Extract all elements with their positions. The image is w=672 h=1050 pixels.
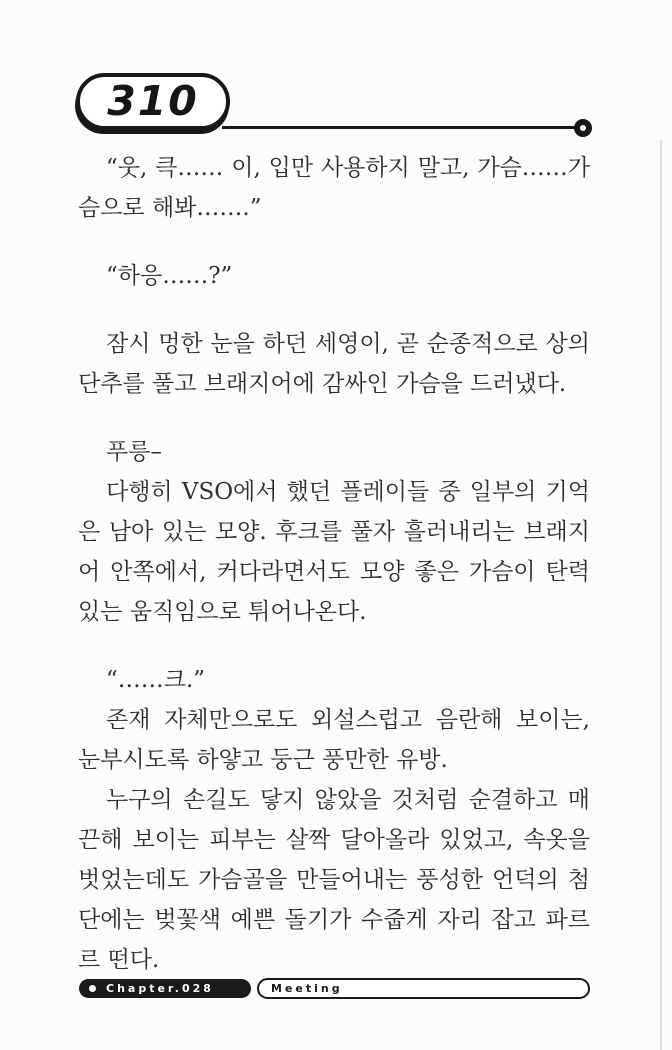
chapter-badge xyxy=(79,979,251,998)
page-number-badge xyxy=(76,73,230,130)
page-number: 310 xyxy=(107,76,199,125)
narration-paragraph: 다행히 VSO에서 했던 플레이들 중 일부의 기억은 남아 있는 모양. 후크를 풀자 흘러내리는 브래지어 안쪽에서, 커다라면서도 모양 좋은 가슴이 탄력 있는 움직임으로 튀어나온다. xyxy=(78,479,590,625)
section-title-badge xyxy=(257,978,590,999)
dialogue-paragraph: “……크.” xyxy=(106,667,206,693)
sound-effect-paragraph: 푸릉– xyxy=(106,439,162,465)
dialogue-paragraph: “하응……?” xyxy=(106,263,233,289)
text-block xyxy=(78,432,590,632)
chapter-label: Chapter.028 xyxy=(106,982,214,995)
body-text xyxy=(78,148,590,980)
text-block xyxy=(78,660,590,980)
text-block xyxy=(78,148,590,228)
narration-paragraph: 누구의 손길도 닿지 않았을 것처럼 순결하고 매끈해 보이는 피부는 살짝 달아올라 있었고, 속옷을 벗었는데도 가슴골을 만들어내는 풍성한 언덕의 첨단에는 벚꽃색 예쁜 돌기가 수줍게 자리 잡고 파르르 떤다. xyxy=(78,787,590,973)
text-block xyxy=(78,256,590,296)
dialogue-paragraph: “웃, 큭…… 이, 입만 사용하지 말고, 가슴……가슴으로 해봐…….” xyxy=(78,155,590,221)
text-block xyxy=(78,324,590,404)
narration-paragraph: 잠시 멍한 눈을 하던 세영이, 곧 순종적으로 상의 단추를 풀고 브래지어에 감싸인 가슴을 드러냈다. xyxy=(78,331,590,397)
section-label: Meeting xyxy=(271,982,343,995)
page-scan-edge xyxy=(660,140,662,1050)
bullet-dot-icon xyxy=(89,985,96,992)
header-rule-line xyxy=(222,126,578,129)
narration-paragraph: 존재 자체만으로도 외설스럽고 음란해 보이는, 눈부시도록 하얗고 둥근 풍만한 유방. xyxy=(78,707,590,773)
